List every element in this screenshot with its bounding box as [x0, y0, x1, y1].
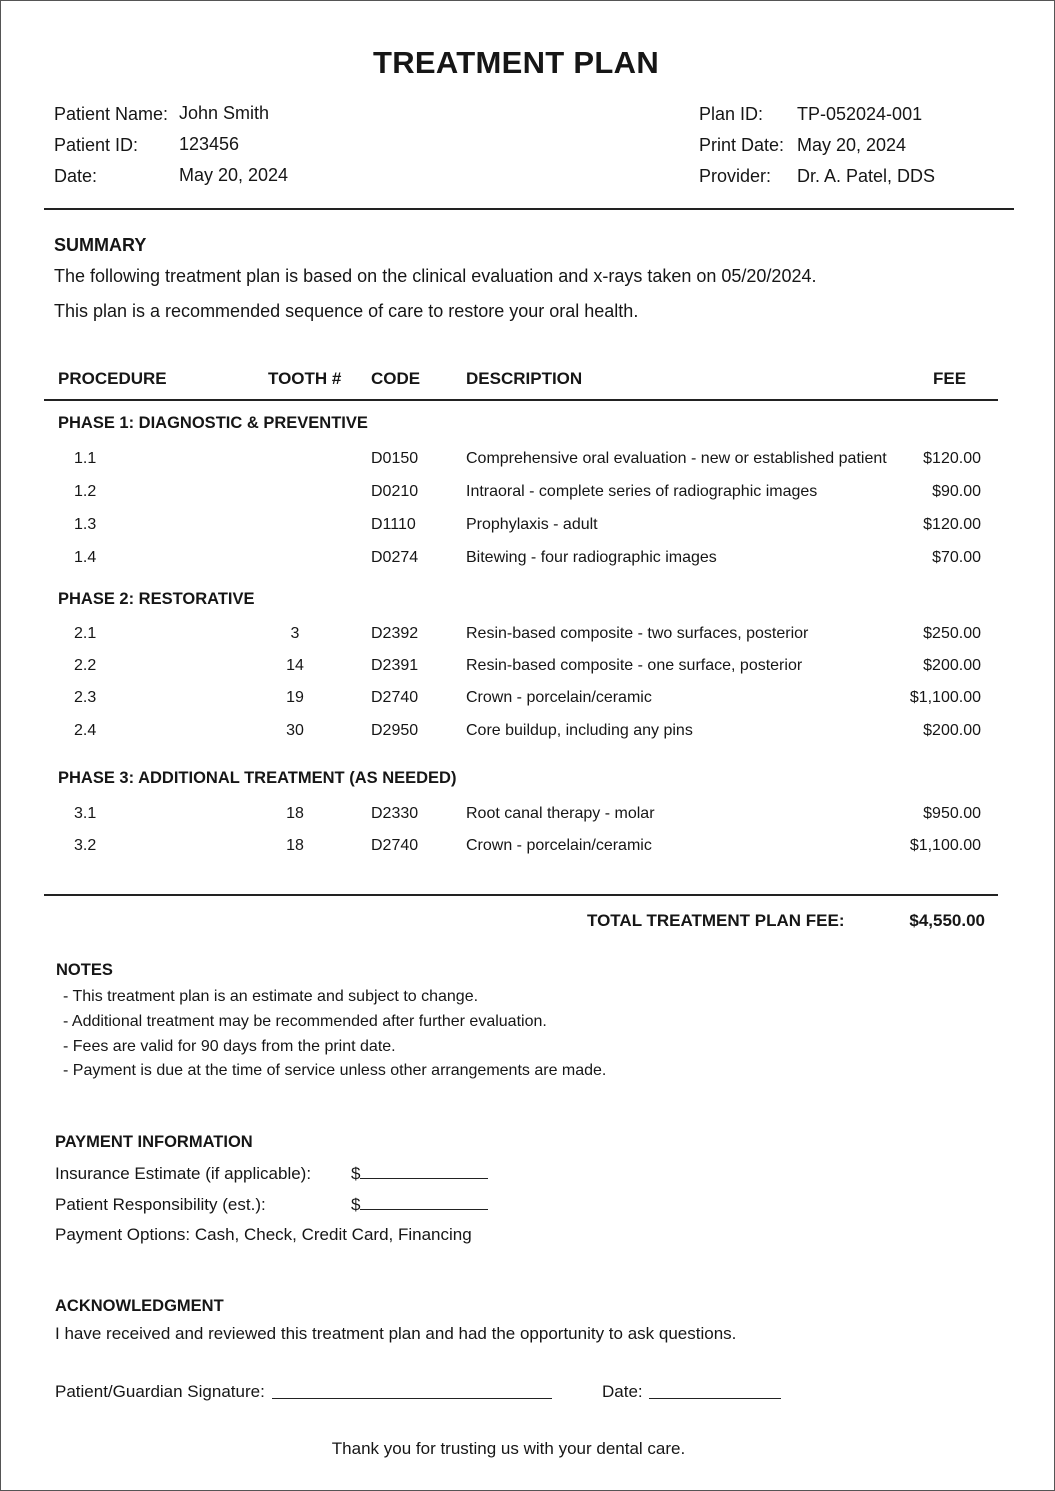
patient-name-value: John Smith: [179, 103, 270, 123]
acknowledgment-heading: ACKNOWLEDGMENT: [55, 1297, 224, 1315]
procedure-description: Prophylaxis - adult: [466, 516, 598, 533]
note-item: - Payment is due at the time of service unless other arrangements are made.: [63, 1062, 607, 1079]
header-divider: [44, 208, 1014, 210]
procedure-code: D2392: [371, 625, 419, 642]
note-item: - This treatment plan is an estimate and subject to change.: [63, 988, 479, 1005]
phase-title: PHASE 1: DIAGNOSTIC & PREVENTIVE: [58, 414, 368, 432]
patient-id-value: 123456: [179, 134, 240, 154]
provider-value: Dr. A. Patel, DDS: [797, 166, 936, 186]
payment-options: Payment Options: Cash, Check, Credit Card, Financing: [55, 1225, 472, 1244]
column-header-description: DESCRIPTION: [466, 369, 583, 388]
signature-date-label: Date:: [602, 1382, 643, 1401]
procedure-number: 2.3: [74, 689, 97, 706]
plan-id-value: TP-052024-001: [797, 104, 923, 124]
provider-label: Provider:: [699, 166, 772, 186]
table-footer-divider: [44, 894, 998, 896]
procedure-description: Resin-based composite - one surface, posterior: [466, 657, 803, 674]
footer-message: Thank you for trusting us with your dental care.: [331, 1439, 686, 1458]
table-row: [1, 689, 1055, 713]
summary-line-2: This plan is a recommended sequence of care to restore your oral health.: [54, 301, 639, 321]
procedure-code: D2330: [371, 805, 419, 822]
table-row: [1, 625, 1055, 649]
tooth-number: 19: [286, 689, 304, 706]
page-title: TREATMENT PLAN: [372, 45, 660, 80]
signature-line[interactable]: [272, 1384, 552, 1399]
procedure-description: Core buildup, including any pins: [466, 722, 693, 739]
signature-label: Patient/Guardian Signature:: [55, 1382, 265, 1401]
procedure-description: Crown - porcelain/ceramic: [466, 837, 652, 854]
procedure-number: 1.3: [74, 516, 97, 533]
insurance-estimate-label: Insurance Estimate (if applicable):: [55, 1164, 312, 1183]
phase-title: PHASE 2: RESTORATIVE: [58, 590, 255, 608]
patient-responsibility-field[interactable]: [351, 1195, 488, 1215]
payment-heading: PAYMENT INFORMATION: [55, 1133, 253, 1151]
procedure-fee: $120.00: [923, 450, 981, 467]
procedure-code: D0274: [371, 549, 419, 566]
summary-heading: SUMMARY: [54, 235, 147, 255]
patient-id-label: Patient ID:: [54, 135, 139, 155]
table-row: [1, 805, 1055, 829]
procedure-description: Comprehensive oral evaluation - new or established patient: [466, 450, 887, 467]
procedure-number: 3.1: [74, 805, 97, 822]
tooth-number: 30: [286, 722, 304, 739]
patient-name-label: Patient Name:: [54, 104, 169, 124]
procedure-number: 2.2: [74, 657, 97, 674]
procedure-number: 2.4: [74, 722, 97, 739]
column-header-fee: FEE: [933, 369, 967, 388]
procedure-fee: $70.00: [932, 549, 981, 566]
column-header-tooth: TOOTH #: [268, 369, 342, 388]
procedure-description: Resin-based composite - two surfaces, posterior: [466, 625, 809, 642]
procedure-code: D2740: [371, 837, 419, 854]
table-row: [1, 549, 1055, 573]
procedure-fee: $1,100.00: [909, 689, 981, 706]
note-item: - Additional treatment may be recommended after further evaluation.: [63, 1013, 547, 1030]
signature-date-line[interactable]: [649, 1384, 781, 1399]
procedure-fee: $200.00: [923, 657, 981, 674]
tooth-number: 3: [290, 625, 300, 642]
procedure-code: D2950: [371, 722, 419, 739]
procedure-description: Root canal therapy - molar: [466, 805, 655, 822]
procedure-fee: $1,100.00: [909, 837, 981, 854]
procedure-code: D0210: [371, 483, 419, 500]
note-item: - Fees are valid for 90 days from the print date.: [63, 1038, 396, 1055]
procedure-code: D0150: [371, 450, 419, 467]
table-row: [1, 483, 1055, 507]
procedure-fee: $90.00: [932, 483, 981, 500]
table-row: [1, 837, 1055, 861]
tooth-number: 18: [286, 805, 304, 822]
column-header-code: CODE: [371, 369, 421, 388]
procedure-code: D2391: [371, 657, 419, 674]
procedure-fee: $950.00: [923, 805, 981, 822]
patient-responsibility-blank[interactable]: [360, 1195, 488, 1210]
notes-heading: NOTES: [56, 961, 113, 979]
procedure-description: Crown - porcelain/ceramic: [466, 689, 652, 706]
patient-responsibility-label: Patient Responsibility (est.):: [55, 1195, 266, 1214]
procedure-code: D2740: [371, 689, 419, 706]
total-fee-label: TOTAL TREATMENT PLAN FEE:: [587, 911, 845, 930]
procedure-number: 2.1: [74, 625, 97, 642]
tooth-number: 14: [286, 657, 304, 674]
phase-title: PHASE 3: ADDITIONAL TREATMENT (AS NEEDED): [58, 769, 457, 787]
insurance-estimate-field[interactable]: [351, 1164, 488, 1184]
procedure-description: Intraoral - complete series of radiographic images: [466, 483, 818, 500]
table-row: [1, 516, 1055, 540]
insurance-estimate-blank[interactable]: [360, 1164, 488, 1179]
procedure-fee: $200.00: [923, 722, 981, 739]
procedure-code: D1110: [371, 516, 416, 533]
table-row: [1, 722, 1055, 746]
table-row: [1, 657, 1055, 681]
procedure-number: 1.1: [74, 450, 97, 467]
print-date-value: May 20, 2024: [797, 135, 907, 155]
print-date-label: Print Date:: [699, 135, 785, 155]
date-label: Date:: [54, 166, 98, 186]
table-row: [1, 450, 1055, 474]
procedure-fee: $120.00: [923, 516, 981, 533]
date-value: May 20, 2024: [179, 165, 289, 185]
currency-symbol: $: [351, 1195, 361, 1214]
table-header-divider: [44, 399, 998, 401]
acknowledgment-text: I have received and reviewed this treatment plan and had the opportunity to ask questions.: [55, 1324, 737, 1343]
plan-id-label: Plan ID:: [699, 104, 764, 124]
tooth-number: 18: [286, 837, 304, 854]
procedure-fee: $250.00: [923, 625, 981, 642]
currency-symbol: $: [351, 1164, 361, 1183]
total-fee-value: $4,550.00: [909, 911, 985, 930]
summary-line-1: The following treatment plan is based on the clinical evaluation and x-rays taken on 05/20/2024.: [54, 266, 817, 286]
procedure-number: 1.4: [74, 549, 97, 566]
column-header-procedure: PROCEDURE: [58, 369, 167, 388]
procedure-number: 1.2: [74, 483, 97, 500]
procedure-number: 3.2: [74, 837, 97, 854]
procedure-description: Bitewing - four radiographic images: [466, 549, 717, 566]
